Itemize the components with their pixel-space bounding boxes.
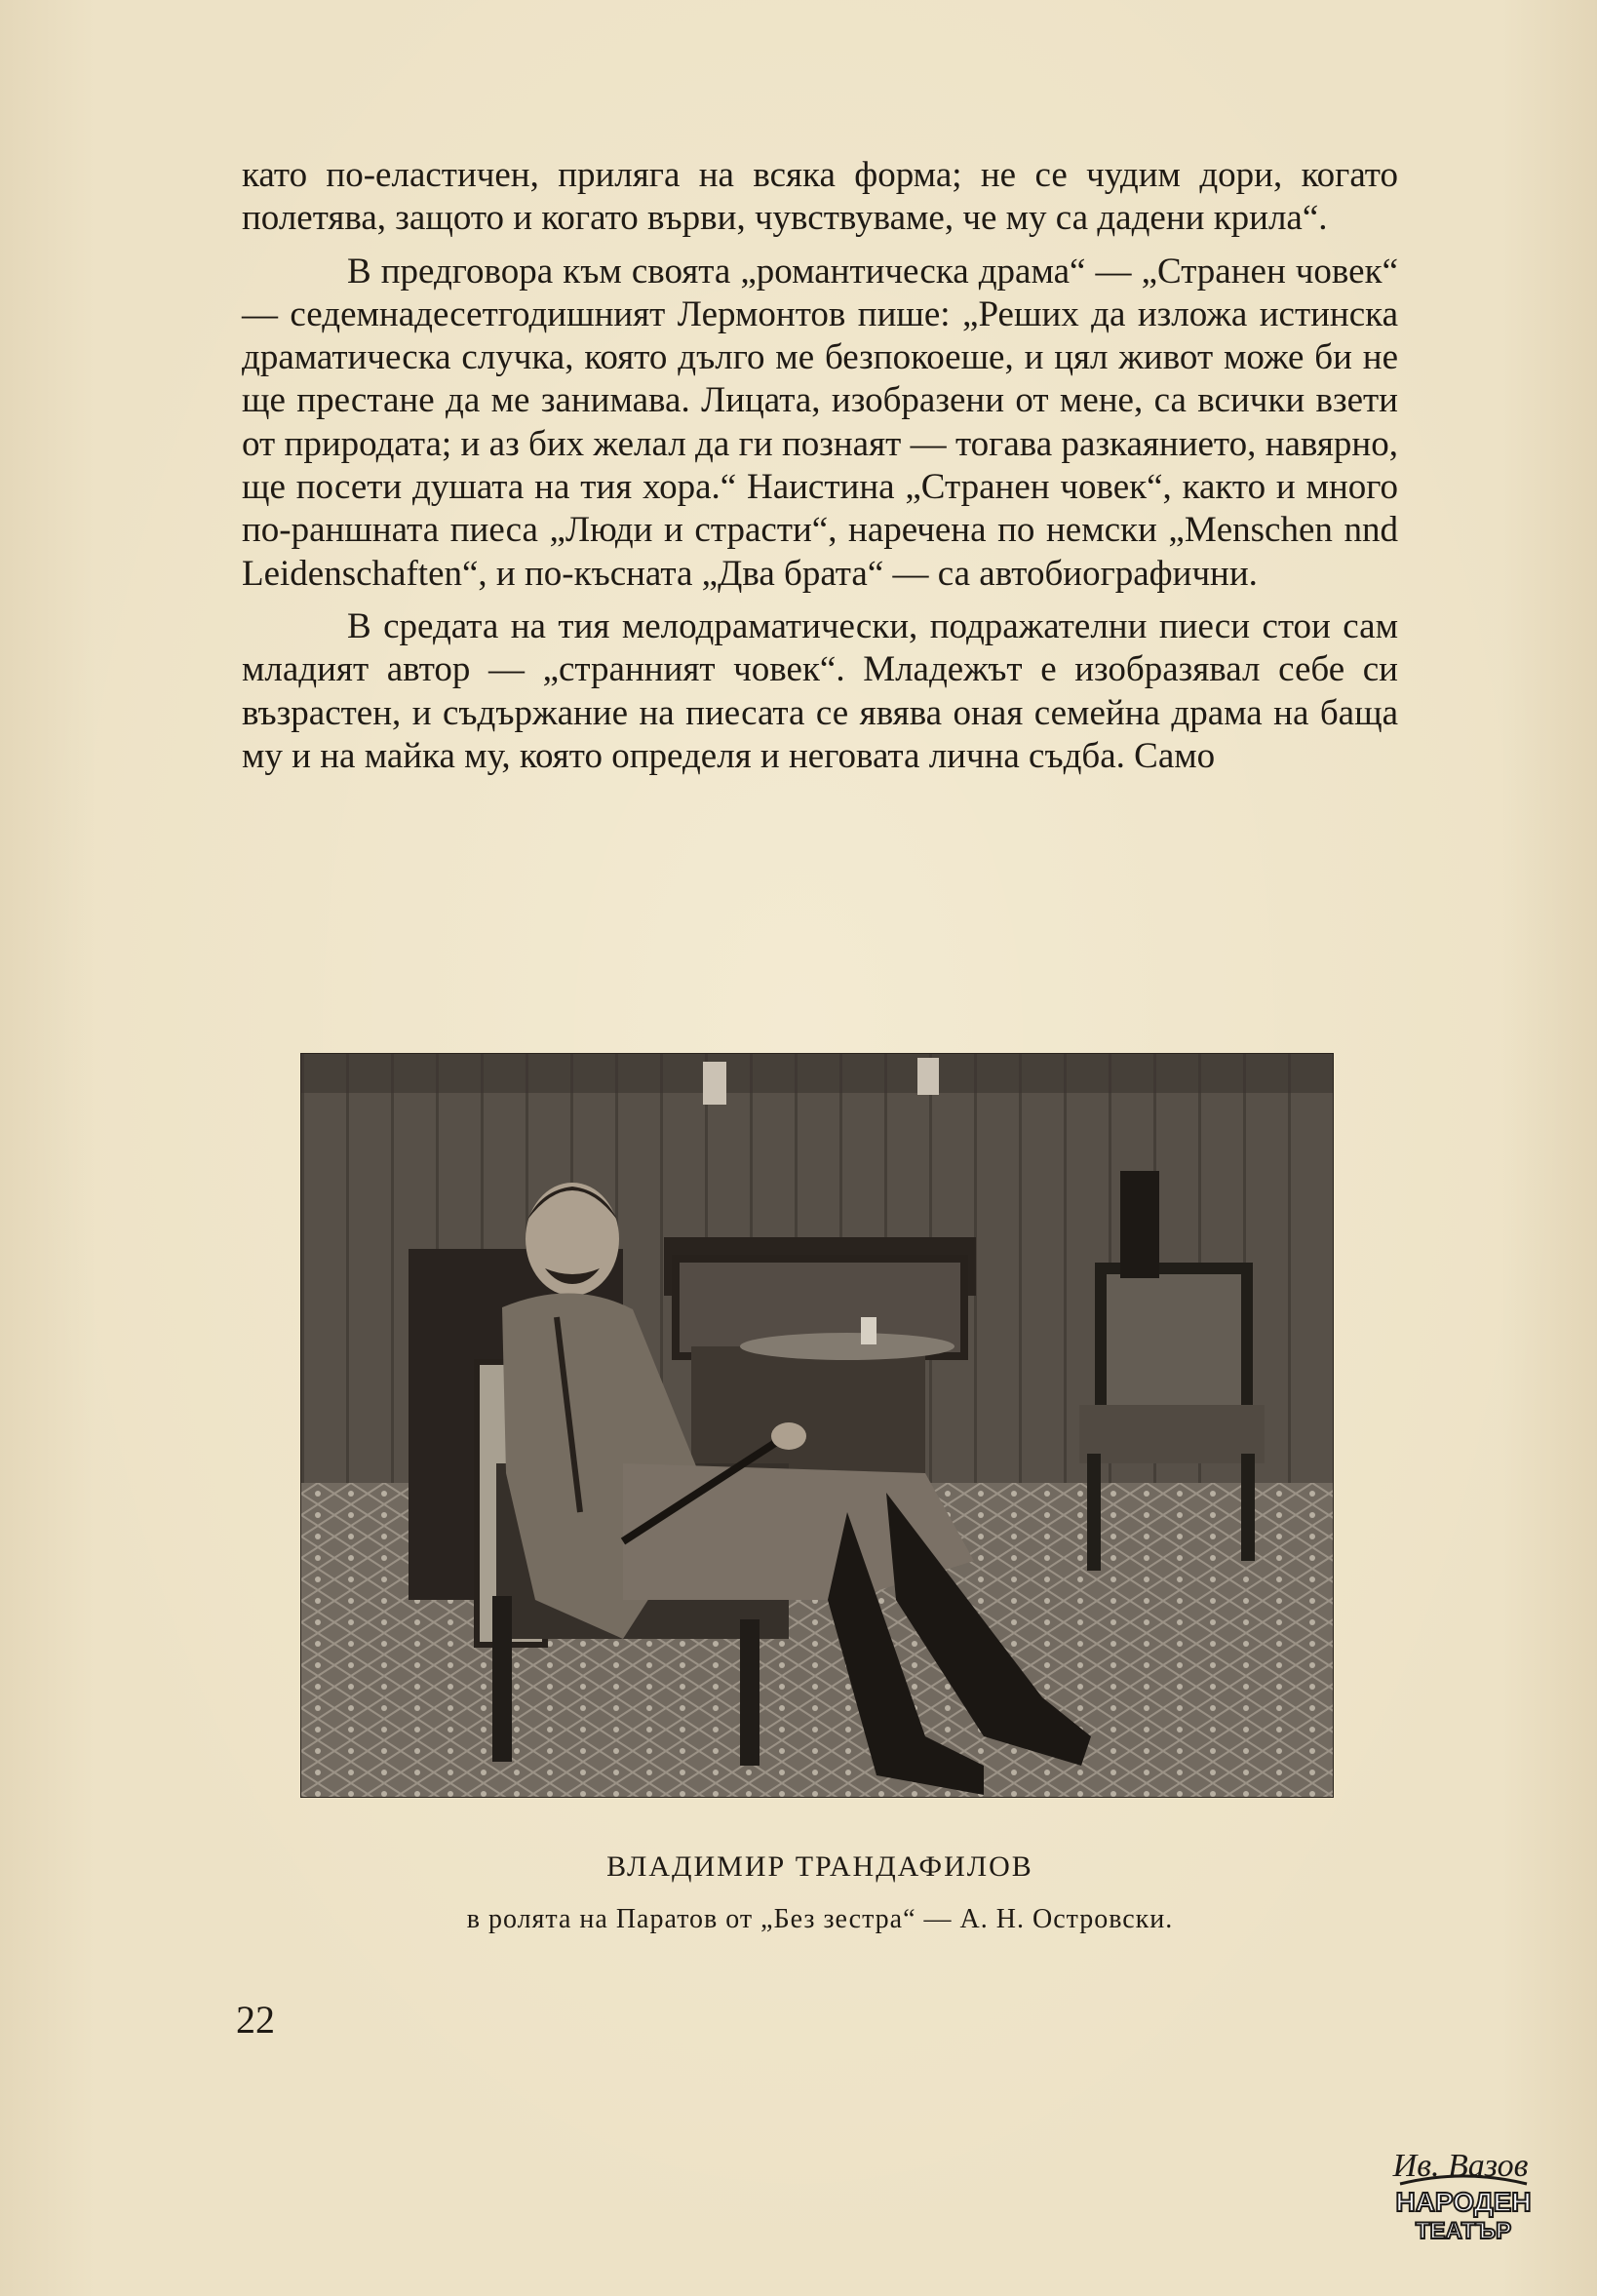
photo-caption-name: ВЛАДИМИР ТРАНДАФИЛОВ bbox=[606, 1850, 1033, 1883]
stamp-line-1: НАРОДЕН bbox=[1395, 2187, 1532, 2217]
body-text bbox=[242, 154, 1398, 778]
page-number: 22 bbox=[236, 1998, 275, 2042]
paragraph-3: В средата на тия мелодраматически, подражателни пиеси стои сам младият автор — „странният човек“. Младежът е изобразявал себе си възрастен, и съдържание на пиесата се явява оная семейна драма на баща му и на майка му, която определя и неговата лична съдба. Само bbox=[242, 605, 1398, 776]
actor-photograph bbox=[300, 1053, 1334, 1798]
paragraph-1: като по-еластичен, приляга на всяка форма; не се чудим дори, когато полетява, защото и когато върви, чувствуваме, че му са дадени крила“. bbox=[242, 155, 1398, 239]
theatre-stamp-logo bbox=[1381, 2141, 1546, 2246]
stamp-line-2: ТЕАТЪР bbox=[1415, 2218, 1512, 2244]
photo-caption-role: в ролята на Паратов от „Без зестра“ — А. Н. Островски. bbox=[466, 1904, 1174, 1934]
stamp-signature: Ив. Вазов bbox=[1392, 2148, 1529, 2184]
paragraph-2: В предговора към своята „романтическа драма“ — „Странен човек“ — седемнадесетгодишният Лермонтов пише: „Реших да изложа истинска драматическа случка, която дълго ме безпокоеше, и цял живот може би не ще престане да ме занимава. Лицата, изобразени от мене, са всички взети от природата; и аз бих желал да ги познаят — тогава разкаянието, навярно, ще посети душата на тия хора.“ Наистина „Странен човек“, както и много по-раншната пиеса „Люди и страсти“, наречена по немски „Menschen nnd Leidenschaften“, и по-късната „Два брата“ — са автобиографични. bbox=[242, 251, 1398, 594]
